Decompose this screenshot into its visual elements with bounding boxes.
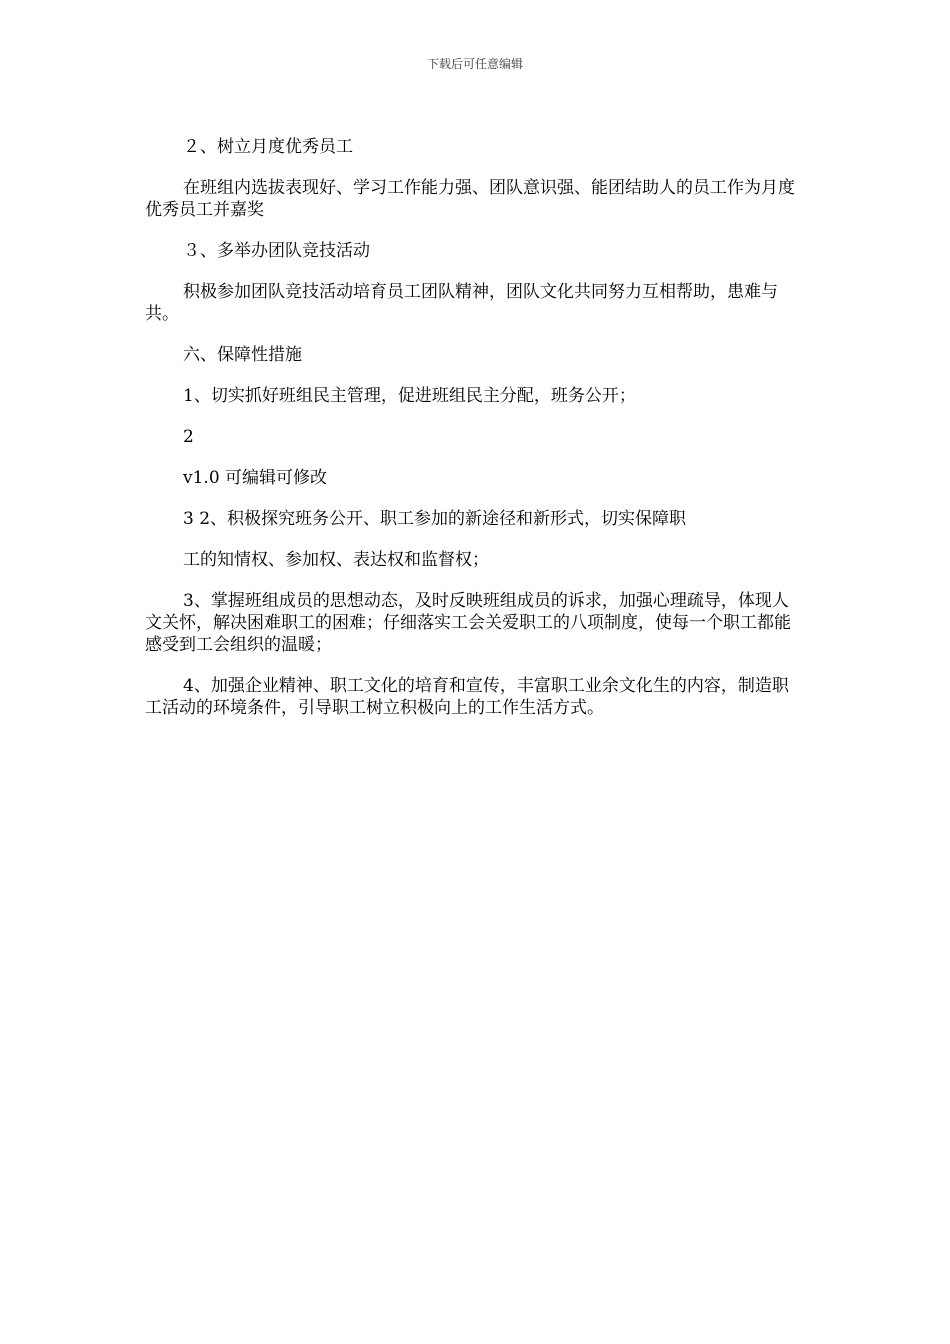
paragraph-text: 4、加强企业精神、职工文化的培育和宣传，丰富职工业余文化生的内容，制造职工活动的环境条件，引导职工树立积极向上的工作生活方式。 <box>145 676 789 718</box>
paragraph-heading-2: ２、树立月度优秀员工 <box>183 137 353 157</box>
document-body <box>145 136 803 738</box>
paragraph-text: 1、切实抓好班组民主管理，促进班组民主分配，班务公开； <box>183 386 636 406</box>
paragraph-heading-3: ３、多举办团队竞技活动 <box>183 241 370 261</box>
paragraph-text: 工的知情权、参加权、表达权和监督权； <box>183 550 489 570</box>
page-header: 下载后可任意编辑 <box>426 57 523 71</box>
paragraph-text: 3 2、积极探究班务公开、职工参加的新途径和新形式，切实保障职 <box>183 509 687 529</box>
paragraph-text: 在班组内选拔表现好、学习工作能力强、团队意识强、能团结助人的员工作为月度优秀员工并嘉奖 <box>145 178 795 220</box>
page-number: 2 <box>183 427 194 447</box>
section-heading: 六、保障性措施 <box>183 345 302 365</box>
paragraph-text: 积极参加团队竞技活动培育员工团队精神，团队文化共同努力互相帮助，患难与共。 <box>145 282 778 324</box>
version-note: v1.0 可编辑可修改 <box>183 468 328 488</box>
paragraph-text: 3、掌握班组成员的思想动态，及时反映班组成员的诉求，加强心理疏导，体现人文关怀，解决困难职工的困难；仔细落实工会关爱职工的八项制度，使每一个职工都能感受到工会组织的温暖； <box>145 591 791 655</box>
